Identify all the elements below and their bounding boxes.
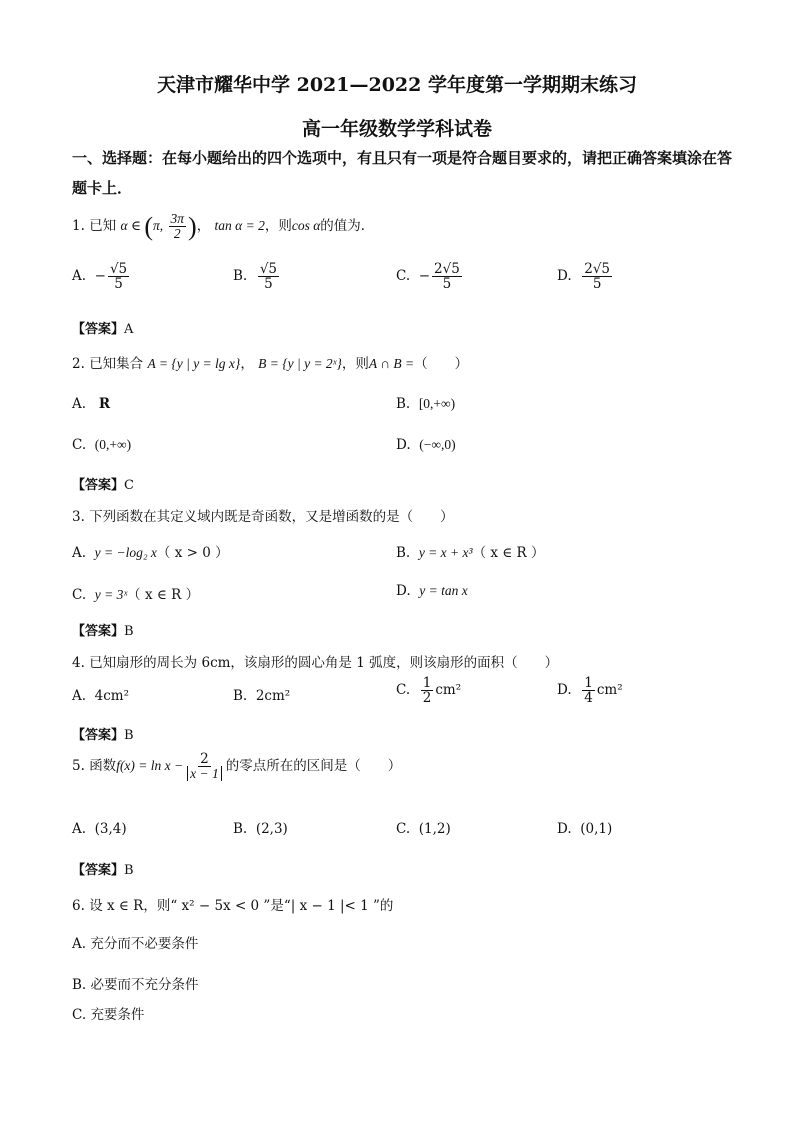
option-5b: B. (2,3) — [233, 821, 288, 837]
option-1d: D. $\frac{2√5}{5}$ — [557, 261, 611, 293]
option-1a: A. − $\frac{√5}{5}$ — [72, 261, 128, 293]
option-1b: B. $\frac{√5}{5}$ — [233, 261, 278, 293]
question-2: 2. 已知集合 A = {y | y = lg x}， B = {y | y = 2ˣ}，则A ∩ B =（ ） — [72, 356, 469, 372]
function-expression: f(x) = ln x − — [116, 758, 184, 774]
answer-3: 【答案】B — [72, 624, 134, 639]
option-3b: B. y = x + x³（ x ∈ R ） — [396, 545, 545, 561]
option-2a: A. R — [72, 396, 111, 412]
set-a: A = {y | y = lg x} — [147, 356, 241, 371]
question-4 — [72, 651, 558, 671]
option-2d: D. (−∞,0) — [396, 437, 456, 453]
alpha-in-interval: α ∈ (π, $\frac{3\pi}{2}$ ) — [120, 211, 197, 242]
cos-expression: cos α — [291, 217, 321, 233]
tan-expression: tan α = 2 — [214, 217, 265, 233]
option-4d: D. $\frac{1}{4}$ cm² — [557, 675, 623, 707]
option-3d: D. y = tan x — [396, 583, 468, 599]
question-number: 1. — [72, 217, 85, 234]
option-4b: B. 2cm² — [233, 688, 291, 704]
option-2b: B. [0,+∞) — [396, 396, 456, 412]
answer-5: 【答案】B — [72, 863, 134, 878]
option-4a: A. 4cm² — [72, 688, 130, 704]
option-6b: B. 必要而不充分条件 — [72, 977, 199, 993]
option-3a: A. y = −log₂ x（ x > 0 ） — [72, 545, 229, 561]
question-number: 5. — [72, 758, 85, 775]
document-title: 天津市耀华中学 2021—2022 学年度第一学期期末练习 — [157, 74, 637, 96]
question-text: 下列函数在其定义域内既是奇函数，又是增函数的是（ ） — [89, 509, 454, 525]
question-number: 6. — [72, 898, 85, 914]
set-b: B = {y | y = 2ˣ} — [258, 356, 342, 371]
option-5a: A. (3,4) — [72, 821, 127, 837]
question-1: 1. 已知 α ∈ (π, $\frac{3\pi}{2}$ )， tan α = 2，则cos α的值为． — [72, 211, 375, 242]
document-subtitle: 高一年级数学学科试卷 — [301, 118, 492, 140]
question-6 — [72, 894, 393, 914]
option-6a: A. 充分而不必要条件 — [72, 936, 199, 952]
question-text: 已知扇形的周长为 6cm，该扇形的圆心角是 1 弧度，则该扇形的面积（ ） — [89, 655, 559, 671]
intersection: A ∩ B = — [368, 356, 415, 371]
section-heading: 一、选择题：在每小题给出的四个选项中，有且只有一项是符合题目要求的，请把正确答案填涂在答题卡上． — [72, 149, 733, 197]
answer-4: 【答案】B — [72, 728, 134, 743]
option-5d: D. (0,1) — [557, 821, 613, 837]
answer-2: 【答案】C — [72, 478, 134, 493]
question-number: 3. — [72, 509, 85, 525]
option-3c: C. y = 3ˣ（ x ∈ R ） — [72, 587, 200, 603]
option-1c: C. − $\frac{2√5}{5}$ — [396, 261, 460, 293]
question-3 — [72, 505, 454, 525]
question-text: 设 x ∈ R，则“ x² − 5x < 0 ”是“| x − 1 |< 1 ”的 — [89, 898, 394, 914]
question-number: 4. — [72, 655, 85, 671]
option-4c: C. $\frac{1}{2}$ cm² — [396, 675, 462, 707]
question-5: 5. 函数f(x) = ln x − $\frac{2}{x - 1}$ 的零点所在的区间是（ ） — [72, 751, 402, 782]
question-number: 2. — [72, 356, 85, 372]
question-text: 已知 — [89, 217, 117, 234]
option-6c: C. 充要条件 — [72, 1007, 145, 1023]
option-2c: C. (0,+∞) — [72, 437, 132, 453]
option-5c: C. (1,2) — [396, 821, 451, 837]
answer-1: 【答案】A — [72, 322, 134, 337]
